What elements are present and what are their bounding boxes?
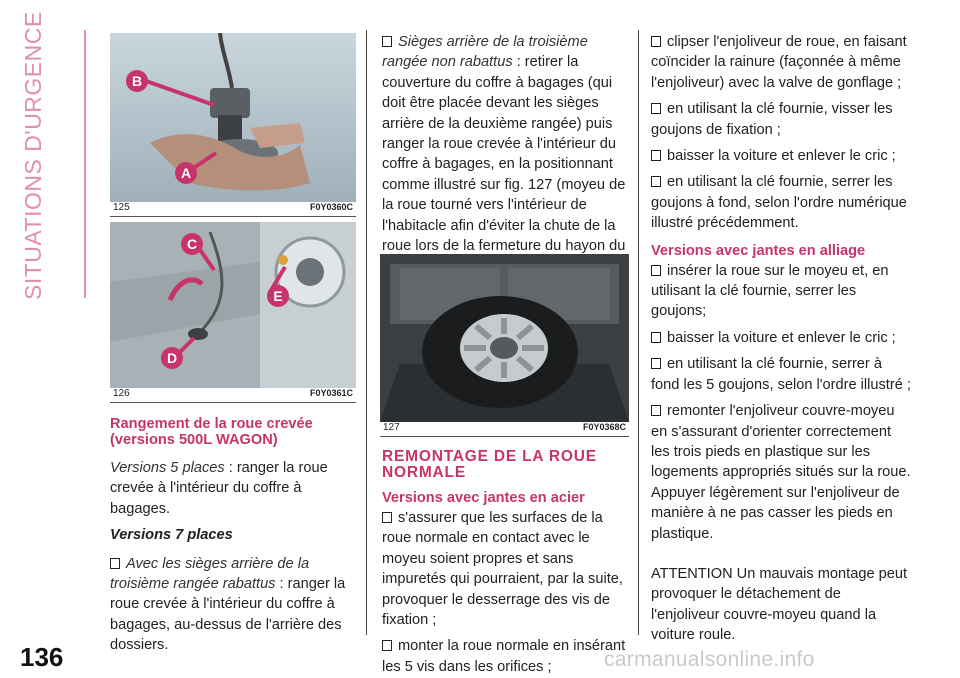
section-side-title: SITUATIONS D'URGENCE	[20, 11, 46, 300]
figure-number: 127	[383, 422, 400, 433]
item-text: en utilisant la clé fournie, serrer les goujons à fond, selon l'ordre numérique illustré précédemment.	[651, 174, 907, 232]
checkbox-bullet-icon	[651, 265, 661, 276]
checkbox-bullet-icon	[382, 36, 392, 47]
checkbox-bullet-icon	[651, 405, 661, 416]
checkbox-bullet-icon	[651, 103, 661, 114]
figure-125-caption	[110, 202, 356, 216]
item-text: s'assurer que les surfaces de la roue normale en contact avec le moyeu soient propres et sans impuretés qui pourraient, par la suite, provoquer le desserrage des vis de fixation ;	[382, 510, 623, 629]
watermark: carmanualsonline.info	[604, 648, 815, 671]
list-item	[651, 261, 913, 322]
figure-code: F0Y0361C	[309, 388, 353, 398]
column-3-text	[651, 32, 913, 646]
figure-127-image	[380, 254, 629, 422]
item-italic: Sièges arrière de la troisième rangée non rabattus	[382, 34, 588, 71]
callout-label-b: B	[131, 73, 143, 89]
item-italic: Avec les sièges arrière de la troisième rangée rabattus	[110, 555, 310, 593]
item-text: remonter l'enjoliveur couvre-moyeu en s'assurant d'orienter correctement les trois pieds en plastique sur les logements appropriés situés sur la roue. Appuyer légèrement sur l'enjoliveur de manière à ne pas casser les pieds en plastique.	[651, 403, 911, 542]
figure-126-image	[110, 222, 356, 388]
section-heading-storage: Rangement de la roue crevée (versions 500L WAGON)	[110, 416, 313, 448]
attention-note: ATTENTION Un mauvais montage peut provoquer le détachement de l'enjoliveur couvre-moyeu quand la voiture roule.	[651, 565, 908, 644]
trunk-storage-illustration	[110, 222, 356, 388]
callout-label-e: E	[273, 288, 283, 304]
item-text: en utilisant la clé fournie, visser les goujons de fixation ;	[651, 101, 893, 138]
item-text: monter la roue normale en insérant les 5 vis dans les orifices ;	[382, 638, 626, 675]
list-item	[651, 328, 913, 348]
figure-126-caption	[110, 388, 356, 402]
callout-label-d: D	[166, 350, 178, 366]
column-2-top-text	[382, 32, 632, 277]
callout-label-a: A	[180, 165, 192, 181]
list-item	[382, 636, 632, 677]
list-item	[651, 172, 913, 233]
checkbox-bullet-icon	[382, 640, 392, 651]
column-divider-1	[366, 30, 367, 635]
item-text: baisser la voiture et enlever le cric ;	[667, 329, 896, 346]
checkbox-bullet-icon	[651, 150, 661, 161]
column-2-bottom-text	[382, 449, 632, 677]
checkbox-bullet-icon	[651, 36, 661, 47]
figure-126	[110, 222, 356, 403]
checkbox-bullet-icon	[651, 358, 661, 369]
callout-label-c: C	[186, 236, 198, 252]
checkbox-bullet-icon	[382, 512, 392, 523]
item-text: en utilisant la clé fournie, serrer à fond les 5 goujons, selon l'ordre illustré ;	[651, 356, 911, 393]
item-text: clipser l'enjoliveur de roue, en faisant coïncider la rainure (façonnée à même l'enjoliveur) avec la valve de gonflage ;	[651, 34, 907, 91]
jack-handle-illustration	[110, 33, 356, 202]
item-text: baisser la voiture et enlever le cric ;	[667, 148, 896, 165]
item-text: : retirer la couverture du coffre à bagages (qui doit être placée devant les sièges arrière de la deuxième rangée) puis ranger la roue crevée à l'intérieur du coffre à bagages, en la positionnant comme illustré sur fig. 127 (moyeu de la roue tourné vers l'intérieur de l'habitacle afin d'éviter la chute de la roue lors de la fermeture du hayon du	[382, 54, 626, 255]
figure-number: 125	[113, 202, 130, 213]
list-item	[651, 32, 913, 93]
list-item	[651, 354, 913, 395]
list-item	[651, 146, 913, 166]
side-rule	[84, 30, 86, 298]
spare-wheel-in-trunk-illustration	[380, 254, 629, 422]
list-item	[651, 401, 913, 544]
section-heading-remount: REMONTAGE DE LA ROUE NORMALE	[382, 448, 597, 481]
page-number: 136	[20, 642, 64, 672]
column-divider-2	[638, 30, 639, 635]
list-item	[382, 32, 632, 277]
checkbox-bullet-icon	[651, 332, 661, 343]
column-1-text	[110, 416, 358, 656]
label-5-seats: Versions 5 places	[110, 460, 225, 476]
subheading-alloy-rims: Versions avec jantes en alliage	[651, 242, 866, 259]
item-text: : ranger la roue crevée à l'intérieur du coffre à bagages, au-dessus de l'arrière des dossiers.	[110, 576, 346, 654]
text-5-seats: : ranger la roue crevée à l'intérieur du coffre à bagages.	[110, 460, 328, 517]
list-item	[110, 554, 358, 656]
item-text: insérer la roue sur le moyeu et, en utilisant la clé fournie, serrer les goujons;	[651, 262, 889, 320]
subheading-steel-rims: Versions avec jantes en acier	[382, 490, 585, 506]
list-item	[382, 508, 632, 630]
figure-125	[110, 33, 356, 217]
checkbox-bullet-icon	[651, 176, 661, 187]
figure-number: 126	[113, 388, 130, 399]
heading-7-seats: Versions 7 places	[110, 527, 233, 544]
checkbox-bullet-icon	[110, 558, 120, 569]
figure-code: F0Y0368C	[582, 422, 626, 432]
figure-code: F0Y0360C	[309, 202, 353, 212]
figure-125-image	[110, 33, 356, 202]
figure-127	[380, 254, 629, 437]
paragraph-5-seats	[110, 458, 358, 519]
list-item	[651, 99, 913, 140]
figure-127-caption	[380, 422, 629, 436]
